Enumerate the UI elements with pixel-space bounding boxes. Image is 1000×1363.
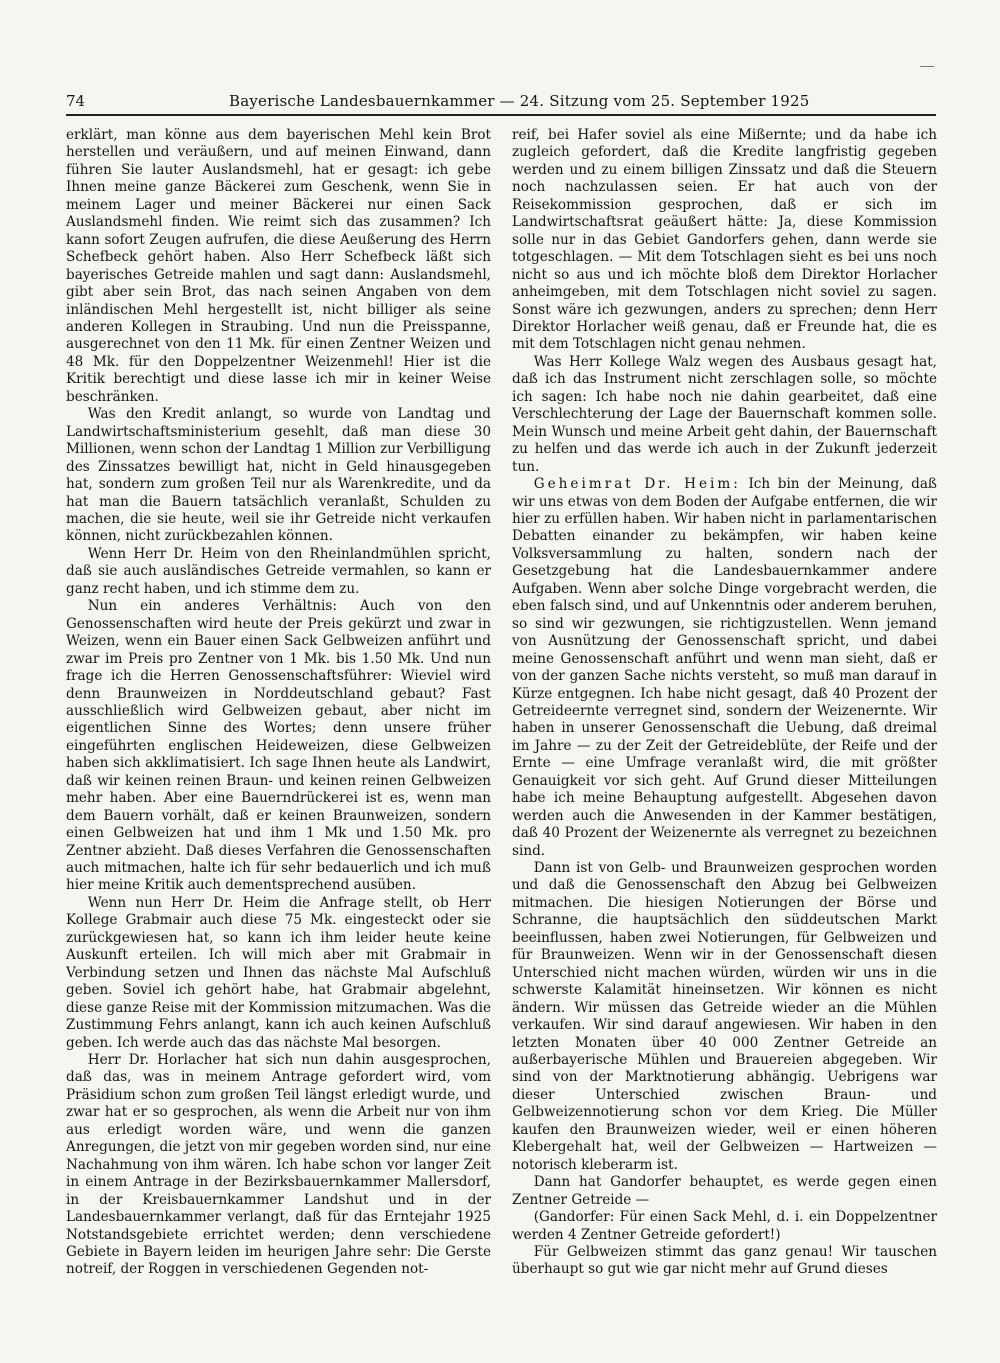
page-number: 74 [66,92,86,110]
page-header [66,90,936,112]
header-rule [66,114,936,116]
paragraph: reif, bei Hafer soviel als eine Mißernte; und da habe ich zugleich gefordert, daß die Kredite langfristig gegeben werden und zu einem billigen Zinssatz und daß die Steuern noch nachzulassen seien. Er hat auch von der Reisekommission gesprochen, daß er sich im Landwirtschaftsrat geäußert hätte: Ja, diese Kommission solle nur in das Gebiet Gandorfers gehen, dann werde sie totgeschlagen. — Mit dem Totschlagen sieht es bei uns noch nicht so aus und ich möchte bloß dem Direktor Horlacher anheimgeben, mit dem Totschlagen nicht soviel zu sagen. Sonst wäre ich gezwungen, anders zu sprechen; denn Herr Direktor Horlacher weiß genau, daß er Freunde hat, die es mit dem Totschlagen nicht genau nehmen. [512,127,937,353]
paragraph: Herr Dr. Horlacher hat sich nun dahin ausgesprochen, daß das, was in meinem Antrage gefordert wird, vom Präsidium schon zum großen Teil längst erledigt wurde, und zwar hat er so gesprochen, als wenn die Arbeit nur von ihm aus erledigt worden wäre, und wenn die ganzen Anregungen, die jetzt von mir gegeben worden sind, nur eine Nachahmung von ihm wären. Ich habe schon vor langer Zeit in einem Antrage in der Bezirksbauernkammer Mallersdorf, in der Kreisbauernkammer Landshut und in der Landesbauernkammer verlangt, daß für das Erntejahr 1925 Notstandsgebiete errichtet werden; denn verschiedene Gebiete in Bayern leiden im heurigen Jahre sehr: Die Gerste notreif, der Roggen in verschiedenen Gegenden not- [66,1052,491,1277]
paragraph: Wenn nun Herr Dr. Heim die Anfrage stellt, ob Herr Kollege Grabmair auch diese 75 Mk. eingesteckt oder sie zurückgewiesen hat, so kann ich ihm leider heute keine Auskunft erteilen. Ich will mich aber mit Grabmair in Verbindung setzen und Ihnen das nächste Mal Aufschluß geben. Soviel ich gehört habe, hat Grabmair abgelehnt, diese ganze Reise mit der Kommission mitzumachen. Was die Zustimmung Fehrs anlangt, kann ich auch keinen Aufschluß geben. Ich werde auch das das nächste Mal besorgen. [66,894,491,1051]
left-column [66,127,491,1277]
paragraph-text: Ich bin der Meinung, daß wir uns etwas von dem Boden der Aufgabe entfernen, die wir hier zu erfüllen haben. Wir haben nicht in parlamentarischen Debatten einander zu bekämpfen, wir haben keine Volksversammlung zu halten, sondern nach der Gesetzgebung hat die Landesbauernkammer andere Aufgaben. Wenn aber solche Dinge vorgebracht werden, die eben falsch sind, und auf Unkenntnis oder anderem beruhen, so sind wir gezwungen, sie richtigzustellen. Wenn jemand von Ausnützung der Genossenschaft spricht, und dabei meine Genossenschaft anführt und wenn man sieht, daß er von der ganzen Sache nichts versteht, so muß man darauf in Kürze entgegnen. Ich habe nicht gesagt, daß 40 Prozent der Getreideernte verregnet sind, sondern der Weizenernte. Wir haben in unserer Genossenschaft die Uebung, daß dreimal im Jahre — zu der Zeit der Getreideblüte, der Reife und der Ernte — eine Umfrage veranlaßt wird, die mit größter Genauigkeit vor sich geht. Auf Grund dieser Mitteilungen habe ich meine Behauptung aufgestellt. Abgesehen davon werden auch die Anwesenden in der Kammer bestätigen, daß 40 Prozent der Weizenernte als verregnet zu bezeichnen sind. [512,476,937,859]
paragraph: (Gandorfer: Für einen Sack Mehl, d. i. ein Doppelzentner werden 4 Zentner Getreide gefordert!) [512,1209,937,1243]
scan-mark [920,66,934,67]
paragraph: erklärt, man könne aus dem bayerischen Mehl kein Brot herstellen und veräußern, und auf meinen Einwand, dann führen Sie lauter Auslandsmehl, hat er gesagt: ich gebe Ihnen meine ganze Bäckerei zum Geschenk, wenn Sie in meinem Lager und meiner Bäckerei nur einen Sack Auslandsmehl finden. Wie reimt sich das zusammen? Ich kann sofort Zeugen aufrufen, die diese Aeußerung des Herrn Schefbeck gehört haben. Also Herr Schefbeck läßt sich bayerisches Getreide mahlen und sagt dann: Auslandsmehl, gibt aber sein Brot, das nach seinen Angaben von dem inländischen Mehl hergestellt ist, nicht billiger als seine anderen Kollegen in Straubing. Und nun die Preisspanne, ausgerechnet von den 11 Mk. für einen Zentner Weizen und 48 Mk. für den Doppelzentner Weizenmehl! Hier ist die Kritik berechtigt und diese lasse ich mir in keiner Weise beschränken. [66,127,491,405]
right-column [512,127,937,1277]
running-title: Bayerische Landesbauernkammer — 24. Sitzung vom 25. September 1925 [229,92,810,110]
paragraph: Was den Kredit anlangt, so wurde von Landtag und Landwirtschaftsministerium gesehlt, daß man diese 30 Millionen, wenn schon der Landtag 1 Million zur Verbilligung des Zinssatzes bewilligt hat, nicht in Geld hinausgegeben hat, sondern zum großen Teil nur als Warenkredite, und da hat man die Bauern tatsächlich veranlaßt, Schulden zu machen, die sie heute, weil sie ihr Getreide nicht verkaufen können, nicht zurückbezahlen können. [66,406,491,545]
paragraph [512,476,937,860]
paragraph: Nun ein anderes Verhältnis: Auch von den Genossenschaften wird heute der Preis gekürzt und zwar in Weizen, wenn ein Bauer einen Sack Gelbweizen anführt und zwar im Preis pro Zentner von 1 Mk. bis 1.50 Mk. Und nun frage ich die Herren Genossenschaftsführer: Wieviel wird denn Braunweizen in Norddeutschland gebaut? Fast ausschließlich wird Gelbweizen gebaut, aber nicht im eigentlichen Sinne des Wortes; denn unsere früher eingeführten englischen Heideweizen, diese Gelbweizen haben sich akklimatisiert. Ich sage Ihnen heute als Landwirt, daß wir keinen reinen Braun- und keinen reinen Gelbweizen mehr haben. Aber eine Bauerndrückerei ist es, wenn man dem Bauern vorhält, daß er keinen Braunweizen, sondern einen Gelbweizen hat und ihm 1 Mk und 1.50 Mk. pro Zentner abzieht. Daß dieses Verfahren die Genossenschaften auch mitmachen, halte ich für sehr bedauerlich und ich muß hier meine Kritik auch dementsprechend ausüben. [66,598,491,894]
paragraph: Wenn Herr Dr. Heim von den Rheinlandmühlen spricht, daß sie auch ausländisches Getreide vermahlen, so kann er ganz recht haben, und ich stimme dem zu. [66,545,491,597]
paragraph: Dann ist von Gelb- und Braunweizen gesprochen worden und daß die Genossenschaft den Abzug bei Gelbweizen mitmachen. Die hiesigen Notierungen der Börse und Schranne, die hauptsächlich den süddeutschen Markt beeinflussen, haben zwei Notierungen, für Gelbweizen und für Braunweizen. Wenn wir in der Genossenschaft diesen Unterschied nicht machen würden, würden wir uns in die schwerste Kalamität hineinsetzen. Wir können es nicht ändern. Wir müssen das Getreide wieder an die Mühlen verkaufen. Wir sind darauf angewiesen. Wir haben in den letzten Monaten über 40 000 Zentner Getreide an außerbayerische Mühlen und Brauereien abgegeben. Wir sind von der Marktnotierung abhängig. Uebrigens war dieser Unterschied zwischen Braun- und Gelbweizennotierung schon vor dem Krieg. Die Müller kaufen den Braunweizen wieder, weil er einen höheren Klebergehalt hat, weil der Gelbweizen — Hartweizen — notorisch kleberarm ist. [512,860,937,1173]
speaker-name: Geheimrat Dr. Heim: [533,476,741,493]
paragraph: Dann hat Gandorfer behauptet, es werde gegen einen Zentner Getreide — [512,1174,937,1208]
paragraph: Für Gelbweizen stimmt das ganz genau! Wir tauschen überhaupt so gut wie gar nicht mehr auf Grund dieses [512,1244,937,1277]
paragraph: Was Herr Kollege Walz wegen des Ausbaus gesagt hat, daß ich das Instrument nicht zerschlagen solle, so möchte ich sagen: Ich habe noch nie dahin gearbeitet, daß eine Verschlechterung der Lage der Bauernschaft kommen solle. Mein Wunsch und meine Arbeit geht dahin, der Bauernschaft zu helfen und das werde ich auch in der Zukunft jederzeit tun. [512,353,937,475]
